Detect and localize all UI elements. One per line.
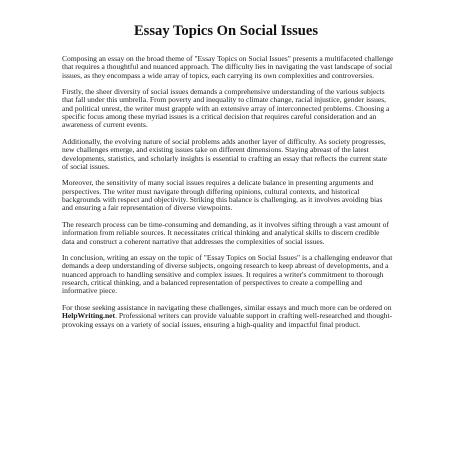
paragraph-conclusion: In conclusion, writing an essay on the topic of "Essay Topics on Social Issues" is a challenging endeavor that demands a deep understanding of diverse subjects, ongoing research to keep abreast of developments, and a nuanced approach to handling sensitive and complex issues. It requires a writer's commitment to thorough research, critical thinking, and a balanced representation of perspectives to create a compelling and informative piece. [62,253,393,296]
document-title: Essay Topics On Social Issues [133,23,319,39]
brand-name: HelpWriting.net [62,311,116,321]
closing-text-before: For those seeking assistance in navigating these challenges, similar essays and much more can be ordered on [62,302,392,312]
closing-text-after: . Professional writers can provide valuable support in crafting well-researched and thought-provoking essays on a variety of social issues, ensuring a high-quality and impactful final product. [62,311,393,329]
paragraph-research: The research process can be time-consuming and demanding, as it involves sifting through a vast amount of information from reliable sources. It necessitates critical thinking and analytical skills to discern credible data and construct a coherent narrative that addresses the complexities of social issues. [62,219,389,246]
paragraph-intro: Composing an essay on the broad theme of "Essay Topics on Social Issues" presents a multifaceted challenge that requires a thoughtful and nuanced approach. The difficulty lies in navigating the vast landscape of social issues, as they encompass a wide array of topics, each carrying its own complexities and controversies. [62,54,394,80]
paragraph-sensitivity: Moreover, the sensitivity of many social issues requires a delicate balance in presenting arguments and perspectives. The writer must navigate through differing opinions, cultural contexts, and historical backgrounds with respect and objectivity. Striking this balance is challenging, as it involves avoiding bias and ensuring a fair representation of diverse viewpoints. [62,178,383,213]
paragraph-closing [62,304,394,329]
paragraph-diversity: Firstly, the sheer diversity of social issues demands a comprehensive understanding of the various subjects that fall under this umbrella. From poverty and inequality to climate change, racial injustice, gender issues, and political unrest, the writer must grapple with an extensive array of interconnected problems. Choosing a specific focus among these myriad issues is a critical decision that requires careful consideration and an awareness of current events. [62,87,390,130]
paragraph-evolving-nature: Additionally, the evolving nature of social problems adds another layer of difficulty. As society progresses, new challenges emerge, and existing issues take on different dimensions. Staying abreast of the latest developments, statistics, and scholarly insights is essential to crafting an essay that reflects the current state of social issues. [62,136,387,171]
document-body [62,55,394,337]
